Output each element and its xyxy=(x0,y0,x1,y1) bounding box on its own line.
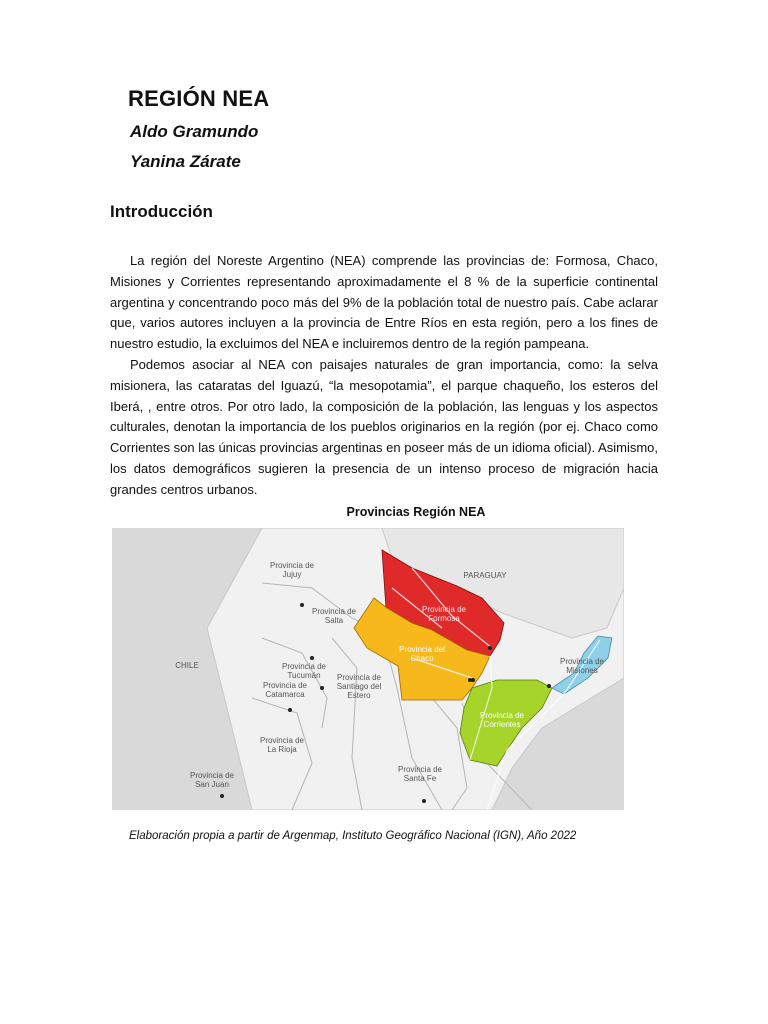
map-caption: Elaboración propia a partir de Argenmap, Instituto Geográfico Nacional (IGN), Año 2022 xyxy=(129,830,577,842)
map-label-catamarca: Provincia de Catamarca xyxy=(262,681,308,699)
nea-province-map xyxy=(112,528,624,810)
map-label-larioja: Provincia de La Rioja xyxy=(259,736,305,754)
map-label-salta: Provincia de Salta xyxy=(311,607,357,625)
map-label-sanjuan: Provincia de San Juan xyxy=(189,771,235,789)
map-label-chaco: Provincia del Chaco xyxy=(399,645,445,663)
map-label-tucuman: Provincia de Tucumán xyxy=(281,662,327,680)
paragraph: Podemos asociar al NEA con paisajes naturales de gran importancia, como: la selva misionera, las cataratas del Iguazú, “la mesopotamia”, el parque chaqueño, los esteros del Iberá, , entre otros. Por otro lado, la composición de la población, las lenguas y los aspectos culturales, denotan la importancia de los pueblos originarios en la región (por ej. Chaco como Corrientes son las únicas provincias argentinas en poseer más de un idioma oficial). Asimismo, los datos demográficos sugieren la presencia de un intenso proceso de migración hacia grandes centros urbanos. xyxy=(110,357,658,497)
map-label-chile: CHILE xyxy=(175,661,199,670)
map-label-jujuy: Provincia de Jujuy xyxy=(269,561,315,579)
paragraph: La región del Noreste Argentino (NEA) comprende las provincias de: Formosa, Chaco, Misiones y Corrientes representando aproximadamente el 8 % de la superficie continental argentina y concentrando poco más del 9% de la población total de nuestro país. Cabe aclarar que, varios autores incluyen a la provincia de Entre Ríos en esta región, pero a los fines de nuestro estudio, la excluimos del NEA e incluiremos dentro de la región pampeana. xyxy=(110,253,658,352)
map-label-misiones: Provincia de Misiones xyxy=(559,657,605,675)
map-label-paraguay: PARAGUAY xyxy=(463,571,507,580)
map-label-corrientes: Provincia de Corrientes xyxy=(479,711,525,729)
author-name: Yanina Zárate xyxy=(130,152,241,171)
author-name: Aldo Gramundo xyxy=(130,122,259,141)
map-label-formosa: Provincia de Formosa xyxy=(421,605,467,623)
document-title: REGIÓN NEA xyxy=(128,86,270,111)
map-title: Provincias Región NEA xyxy=(346,505,486,519)
map-label-santiago: Provincia de Santiago del Estero xyxy=(336,673,382,700)
section-heading: Introducción xyxy=(110,202,213,221)
map-label-santafe: Provincia de Santa Fe xyxy=(397,765,443,783)
